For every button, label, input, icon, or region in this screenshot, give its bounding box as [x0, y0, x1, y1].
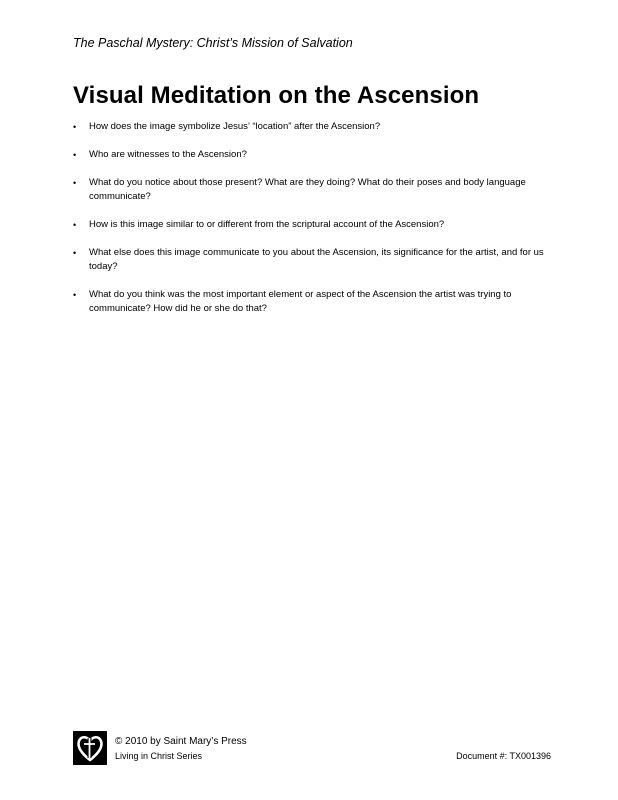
copyright-text: © 2010 by Saint Mary’s Press [115, 736, 247, 747]
series-text: Living in Christ Series [115, 751, 203, 761]
list-item [73, 218, 553, 232]
bullet-icon: • [73, 290, 77, 300]
list-item [73, 288, 553, 316]
bullet-icon: • [73, 178, 77, 188]
question-text: What do you think was the most important element or aspect of the Ascension the artist was trying to communicate? How did he or she do that? [89, 289, 512, 314]
question-text: How is this image similar to or different from the scriptural account of the Ascension? [89, 219, 445, 230]
question-text: Who are witnesses to the Ascension? [89, 149, 247, 160]
question-list [73, 120, 553, 330]
page-footer [73, 731, 551, 771]
book-title: The Paschal Mystery: Christ’s Mission of Salvation [73, 36, 353, 50]
saint-marys-press-logo-icon [73, 731, 107, 765]
list-item [73, 148, 553, 162]
list-item [73, 120, 553, 134]
bullet-icon: • [73, 150, 77, 160]
question-text: What do you notice about those present? What are they doing? What do their poses and body language communicate? [89, 177, 526, 202]
list-item [73, 176, 553, 204]
list-item [73, 246, 553, 274]
page-title: Visual Meditation on the Ascension [73, 82, 480, 109]
bullet-icon: • [73, 248, 77, 258]
question-text: What else does this image communicate to you about the Ascension, its significance for the artist, and for us today? [89, 247, 544, 272]
bullet-icon: • [73, 220, 77, 230]
document-number: Document #: TX001396 [456, 751, 551, 761]
bullet-icon: • [73, 122, 77, 132]
question-text: How does the image symbolize Jesus’ “location” after the Ascension? [89, 121, 381, 132]
